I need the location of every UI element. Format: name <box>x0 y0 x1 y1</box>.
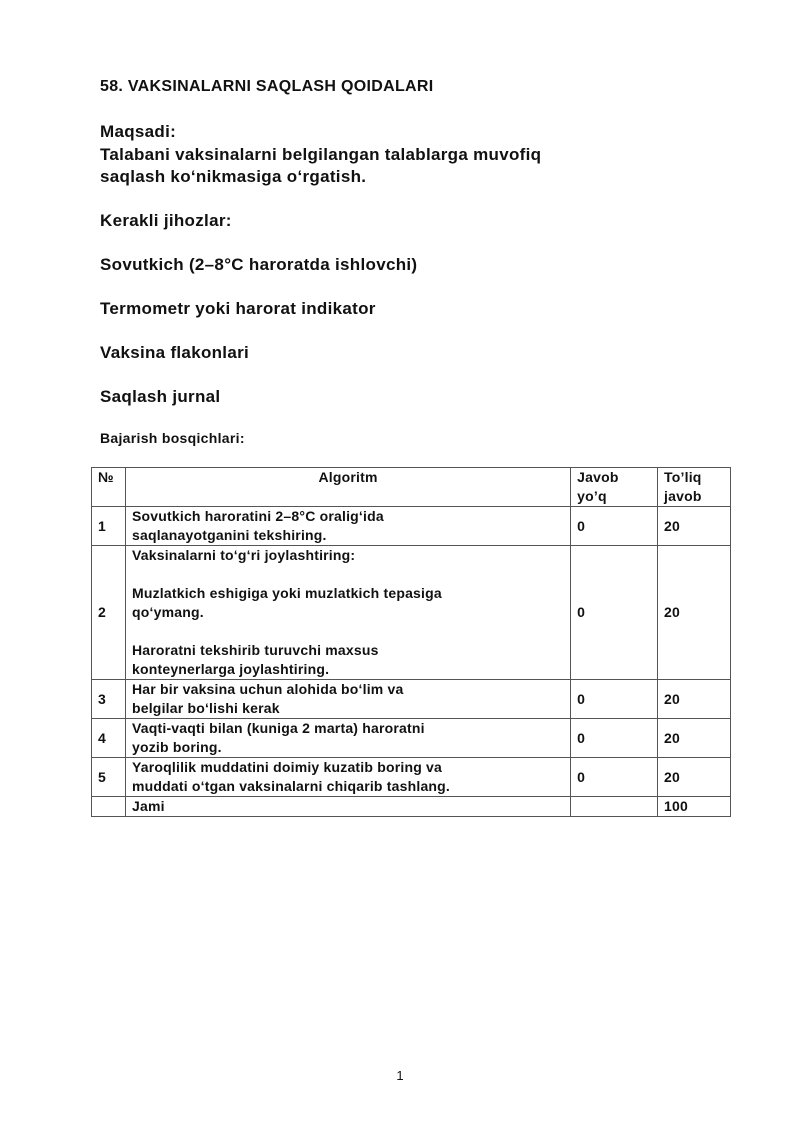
jihoz-item: Termometr yoki harorat indikator <box>100 299 376 318</box>
row-javob-yoq: 0 <box>571 680 658 719</box>
header-javob-line-1: Javob <box>577 469 619 485</box>
row-algoritm <box>125 680 570 719</box>
jihoz-item: Sovutkich (2–8°C haroratda ishlovchi) <box>100 255 418 274</box>
row-algoritm <box>125 758 570 797</box>
algoritm-line: saqlanayotganini tekshiring. <box>131 527 327 543</box>
table-row <box>92 719 731 758</box>
bajarish-label: Bajarish bosqichlari: <box>100 430 245 446</box>
row-toliq-javob: 20 <box>658 507 731 546</box>
table-row <box>92 546 731 680</box>
algoritm-line: qo‘ymang. <box>131 604 204 620</box>
row-algoritm <box>125 546 570 680</box>
row-toliq-javob: 20 <box>658 680 731 719</box>
jihoz-item: Saqlash jurnal <box>100 387 221 406</box>
row-number: 1 <box>92 507 126 546</box>
row-number: 2 <box>92 546 126 680</box>
algoritm-line: Muzlatkich eshigiga yoki muzlatkich tepasiga <box>131 585 442 601</box>
row-javob-yoq: 0 <box>571 758 658 797</box>
row-algoritm <box>125 719 570 758</box>
row-number: 4 <box>92 719 126 758</box>
total-value: 100 <box>658 797 731 817</box>
table-header-row <box>92 468 731 507</box>
algoritm-line: Haroratni tekshirib turuvchi maxsus <box>131 642 379 658</box>
header-algoritm: Algoritm <box>125 468 570 507</box>
header-toliq-javob <box>658 468 731 507</box>
row-toliq-javob: 20 <box>658 719 731 758</box>
row-toliq-javob: 20 <box>658 758 731 797</box>
table-row <box>92 680 731 719</box>
header-toliq-line-1: To’liq <box>664 469 702 485</box>
maqsad-label: Maqsadi: <box>100 122 177 141</box>
algoritm-line: yozib boring. <box>131 739 222 755</box>
header-javob-line-2: yo’q <box>577 488 607 504</box>
table-total-row <box>92 797 731 817</box>
page-number: 1 <box>396 1068 404 1083</box>
row-javob-yoq: 0 <box>571 546 658 680</box>
row-javob-yoq: 0 <box>571 507 658 546</box>
algoritm-line: Vaqti-vaqti bilan (kuniga 2 marta) haroratni <box>131 720 425 736</box>
total-label: Jami <box>125 797 570 817</box>
document-title: 58. VAKSINALARNI SAQLASH QOIDALARI <box>100 78 434 95</box>
header-num: № <box>92 468 126 507</box>
algoritm-line: konteynerlarga joylashtiring. <box>131 661 330 677</box>
maqsad-text-line-2: saqlash ko‘nikmasiga o‘rgatish. <box>100 167 367 186</box>
algoritm-line: Yaroqlilik muddatini doimiy kuzatib boring va <box>131 759 443 775</box>
algoritm-line: Har bir vaksina uchun alohida bo‘lim va <box>131 681 404 697</box>
total-num-cell <box>92 797 126 817</box>
kerakli-jihozlar-label: Kerakli jihozlar: <box>100 211 232 230</box>
row-algoritm <box>125 507 570 546</box>
row-javob-yoq: 0 <box>571 719 658 758</box>
algoritm-line: muddati o‘tgan vaksinalarni chiqarib tashlang. <box>131 778 451 794</box>
header-javob-yoq <box>571 468 658 507</box>
algoritm-line: belgilar bo‘lishi kerak <box>131 700 280 716</box>
algoritm-line: Sovutkich haroratini 2–8°C oralig‘ida <box>131 508 384 524</box>
header-toliq-line-2: javob <box>664 488 702 504</box>
algoritm-gap <box>132 565 564 584</box>
table-row <box>92 507 731 546</box>
row-toliq-javob: 20 <box>658 546 731 680</box>
total-javob-cell <box>571 797 658 817</box>
maqsad-text-line-1: Talabani vaksinalarni belgilangan talablarga muvofiq <box>100 145 542 164</box>
algoritm-gap <box>132 622 564 641</box>
row-number: 5 <box>92 758 126 797</box>
algoritm-line: Vaksinalarni to‘g‘ri joylashtiring: <box>131 547 356 563</box>
jihoz-item: Vaksina flakonlari <box>100 343 250 362</box>
table-row <box>92 758 731 797</box>
row-number: 3 <box>92 680 126 719</box>
algorithm-table <box>91 467 731 817</box>
